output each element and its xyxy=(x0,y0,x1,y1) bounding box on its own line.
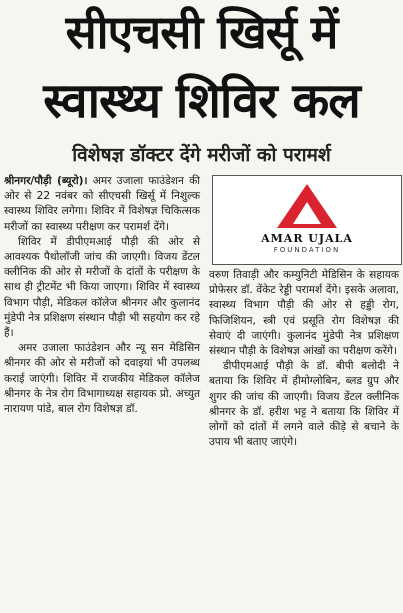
article-paragraph-5: डीपीएमआई पौड़ी के डॉ. बीपी बलोदी ने बताया कि शिविर में हीमोग्लोबिन, ब्लड ग्रुप और शुगर की जांच की जाएगी। विजय डेंटल क्लीनिक श्रीनगर के डॉ. हरीश भट्ट ने बताया कि शिविर में लोगों को दांतों में लगने वाले कीड़े से बचाने के उपाय भी बताए जाएंगे। xyxy=(209,360,399,449)
logo-name: AMAR UJALA xyxy=(261,232,353,245)
logo-triangle-icon xyxy=(275,182,339,230)
article-paragraph-2: शिविर में डीपीएमआई पौड़ी की ओर से आवश्यक पैथोलॉजी जांच की जाएगी। विजय डेंटल क्लीनिक की ओर से मरीजों के दांतों के परीक्षण के साथ ही ट्रीटमेंट भी किया जाएगा। शिविर में स्वास्थ्य विभाग पौड़ी, मेडिकल कॉलेज श्रीनगर और कुलानंद मुंडेपी नेत्र प्रशिक्षण संस्थान पौड़ी भी सहयोग कर रहे हैं। xyxy=(4,235,200,340)
article-paragraph-4: वरुण तिवाड़ी और कम्युनिटी मेडिसिन के सहायक प्रोफेसर डॉ. वेंकेट रेड्डी परामर्श देंगे। इसके अलावा, स्वास्थ्य विभाग पौड़ी की ओर से हड्डी रोग, फिजिशियन, स्त्री एवं प्रसूति रोग विशेषज्ञ की सेवाएं दी जाएंगी। कुलानंद मुंडेपी नेत्र प्रशिक्षण संस्थान पौड़ी के विशेषज्ञ आंखों का परीक्षण करेंगे। xyxy=(209,269,399,358)
article-paragraph-3: अमर उजाला फाउंडेशन और न्यू सन मेडिसिन श्रीनगर की ओर से मरीजों को दवाइयां भी उपलब्ध कराई जाएंगी। शिविर में राजकीय मेडिकल कॉलेज श्रीनगर के नेत्र रोग विभागाध्यक्ष सहायक प्रो. अच्युत नारायण पांडे, बाल रोग विशेषज्ञ डॉ. xyxy=(4,342,200,416)
amar-ujala-foundation-logo xyxy=(212,175,402,265)
logo-subtitle: FOUNDATION xyxy=(273,246,341,254)
paragraph-1-text: अमर उजाला फाउंडेशन की ओर से 22 नवंबर को सीएचसी खिर्सू में निशुल्क स्वास्थ्य शिविर लगेगा। शिविर में विशेषज्ञ चिकित्सक मरीजों का स्वास्थ्य परीक्षण कर परामर्श देंगे। xyxy=(4,175,200,233)
article-paragraph-1 xyxy=(4,174,200,235)
headline-line-1: सीएचसी खिर्सू में xyxy=(65,5,338,59)
article-column-1 xyxy=(4,174,200,417)
subheadline: विशेषज्ञ डॉक्टर देंगे मरीजों को परामर्श xyxy=(72,144,331,166)
article-column-2 xyxy=(209,268,399,450)
headline-line-2: स्वास्थ्य शिविर कल xyxy=(43,73,360,129)
byline: श्रीनगर/पौड़ी (ब्यूरो)। xyxy=(4,175,88,187)
